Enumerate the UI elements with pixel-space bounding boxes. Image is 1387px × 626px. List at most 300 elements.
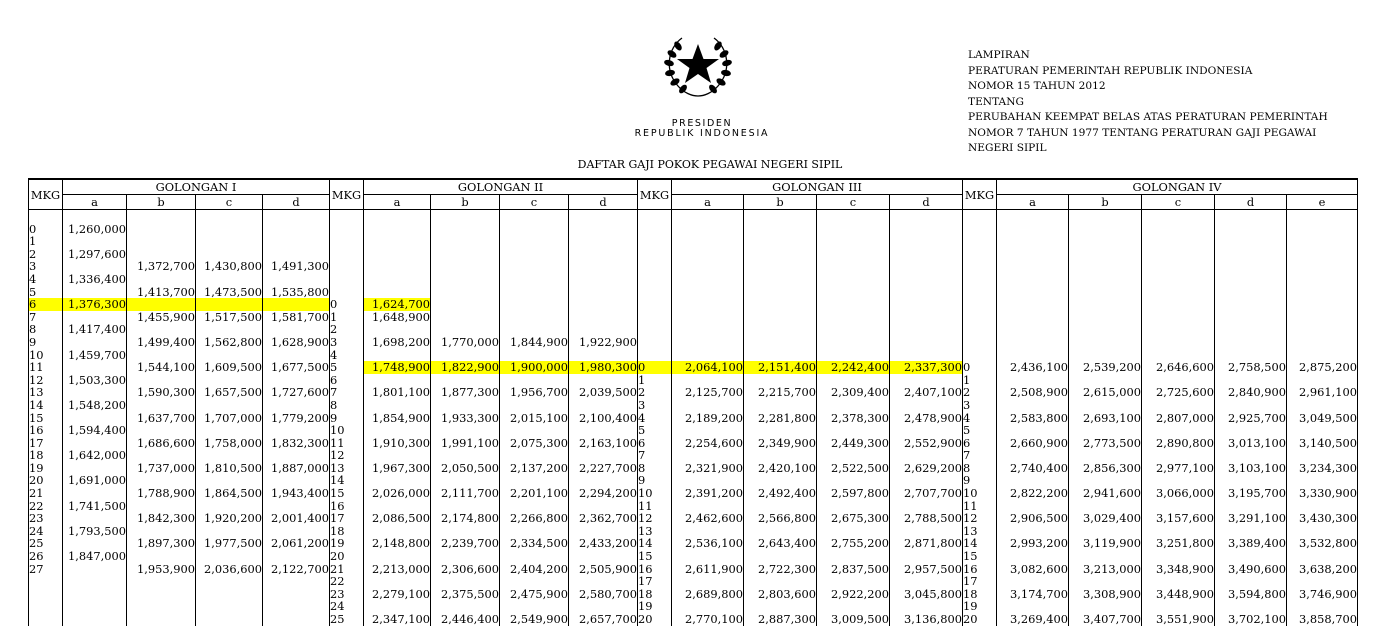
- salary-cell: [1215, 273, 1287, 286]
- mkg-cell: 20: [638, 613, 672, 626]
- salary-cell: [1215, 235, 1287, 248]
- table-row: [29, 336, 1358, 349]
- salary-cell: [1069, 273, 1142, 286]
- salary-cell: 2,725,600: [1142, 386, 1215, 399]
- salary-cell: [744, 223, 817, 236]
- table-row: [29, 575, 1358, 588]
- salary-cell: [1287, 235, 1358, 248]
- mkg-cell: 26: [29, 550, 63, 563]
- mkg-cell: [330, 235, 364, 248]
- mkg-cell: 14: [963, 537, 997, 550]
- salary-cell: [263, 600, 330, 613]
- table-row: [29, 412, 1358, 425]
- salary-cell: [744, 260, 817, 273]
- salary-cell: [817, 323, 890, 336]
- mkg-cell: [963, 248, 997, 261]
- salary-cell: [1215, 449, 1287, 462]
- salary-cell: 2,977,100: [1142, 462, 1215, 475]
- salary-cell: 2,111,700: [431, 487, 500, 500]
- salary-cell: [500, 424, 569, 437]
- salary-cell: [672, 298, 744, 311]
- salary-cell: 3,103,100: [1215, 462, 1287, 475]
- subgroup-header: c: [1142, 195, 1215, 210]
- salary-cell: 1,967,300: [364, 462, 431, 475]
- salary-cell: [1069, 260, 1142, 273]
- salary-cell: 1,991,100: [431, 437, 500, 450]
- salary-cell: 2,961,100: [1287, 386, 1358, 399]
- salary-cell: [1215, 399, 1287, 412]
- salary-cell: [1287, 550, 1358, 563]
- table-row: [29, 537, 1358, 550]
- salary-cell: [127, 273, 196, 286]
- mkg-cell: 11: [29, 361, 63, 374]
- salary-cell: 2,309,400: [817, 386, 890, 399]
- salary-cell: [1069, 336, 1142, 349]
- salary-cell: [1287, 449, 1358, 462]
- salary-cell: 1,822,900: [431, 361, 500, 374]
- subgroup-header: d: [890, 195, 963, 210]
- lampiran-line: NEGERI SIPIL: [968, 142, 1047, 154]
- mkg-cell: 17: [963, 575, 997, 588]
- salary-cell: [127, 399, 196, 412]
- mkg-cell: 3: [330, 336, 364, 349]
- mkg-cell: 18: [330, 525, 364, 538]
- salary-cell: 2,675,300: [817, 512, 890, 525]
- salary-cell: [127, 223, 196, 236]
- salary-cell: [997, 336, 1069, 349]
- salary-cell: [431, 399, 500, 412]
- mkg-header: MKG: [29, 179, 63, 210]
- salary-cell: [569, 273, 638, 286]
- salary-cell: 1,499,400: [127, 336, 196, 349]
- salary-cell: [364, 235, 431, 248]
- salary-cell: [500, 399, 569, 412]
- salary-cell: [890, 323, 963, 336]
- salary-cell: [890, 550, 963, 563]
- mkg-cell: 10: [638, 487, 672, 500]
- mkg-cell: 13: [29, 386, 63, 399]
- spacer-cell: [1215, 210, 1287, 223]
- mkg-cell: 15: [29, 412, 63, 425]
- salary-cell: 2,803,600: [744, 588, 817, 601]
- salary-cell: [1069, 399, 1142, 412]
- salary-cell: [890, 260, 963, 273]
- mkg-cell: [638, 286, 672, 299]
- salary-cell: [1142, 273, 1215, 286]
- table-row: [29, 399, 1358, 412]
- mkg-cell: 10: [29, 349, 63, 362]
- salary-cell: [1215, 248, 1287, 261]
- mkg-cell: 0: [638, 361, 672, 374]
- table-row: [29, 437, 1358, 450]
- salary-cell: 2,420,100: [744, 462, 817, 475]
- salary-cell: 2,693,100: [1069, 412, 1142, 425]
- mkg-cell: 2: [29, 248, 63, 261]
- salary-cell: 1,413,700: [127, 286, 196, 299]
- salary-cell: [817, 550, 890, 563]
- salary-cell: [997, 260, 1069, 273]
- salary-cell: 2,993,200: [997, 537, 1069, 550]
- salary-cell: 1,980,300: [569, 361, 638, 374]
- mkg-cell: 18: [29, 449, 63, 462]
- salary-cell: [672, 273, 744, 286]
- salary-cell: 1,842,300: [127, 512, 196, 525]
- salary-cell: [890, 235, 963, 248]
- salary-cell: [1287, 323, 1358, 336]
- salary-cell: 2,227,700: [569, 462, 638, 475]
- salary-cell: [997, 424, 1069, 437]
- salary-cell: [364, 575, 431, 588]
- salary-cell: [364, 248, 431, 261]
- salary-cell: 2,740,400: [997, 462, 1069, 475]
- mkg-cell: 17: [29, 437, 63, 450]
- salary-cell: 1,864,500: [196, 487, 263, 500]
- mkg-cell: 8: [638, 462, 672, 475]
- salary-cell: [1287, 311, 1358, 324]
- salary-cell: 2,050,500: [431, 462, 500, 475]
- salary-cell: 2,446,400: [431, 613, 500, 626]
- golongan-header: GOLONGAN III: [672, 179, 963, 195]
- salary-cell: [1142, 311, 1215, 324]
- salary-cell: [569, 286, 638, 299]
- mkg-cell: 22: [330, 575, 364, 588]
- mkg-cell: 15: [963, 550, 997, 563]
- spacer-cell: [263, 210, 330, 223]
- salary-cell: 3,174,700: [997, 588, 1069, 601]
- salary-cell: 2,549,900: [500, 613, 569, 626]
- mkg-cell: 8: [330, 399, 364, 412]
- mkg-cell: 23: [29, 512, 63, 525]
- salary-cell: [196, 273, 263, 286]
- mkg-cell: 11: [638, 500, 672, 513]
- subgroup-header: a: [63, 195, 127, 210]
- salary-cell: 1,372,700: [127, 260, 196, 273]
- table-row: [29, 311, 1358, 324]
- salary-cell: [431, 575, 500, 588]
- salary-cell: 1,590,300: [127, 386, 196, 399]
- mkg-cell: 8: [963, 462, 997, 475]
- salary-cell: 1,430,800: [196, 260, 263, 273]
- table-row: [29, 462, 1358, 475]
- salary-cell: [263, 235, 330, 248]
- salary-cell: [500, 223, 569, 236]
- salary-cell: 1,877,300: [431, 386, 500, 399]
- salary-cell: 3,551,900: [1142, 613, 1215, 626]
- mkg-cell: [29, 613, 63, 626]
- salary-cell: [63, 575, 127, 588]
- salary-cell: 3,234,300: [1287, 462, 1358, 475]
- mkg-cell: [638, 298, 672, 311]
- mkg-cell: [330, 273, 364, 286]
- salary-cell: 2,174,800: [431, 512, 500, 525]
- salary-cell: 3,029,400: [1069, 512, 1142, 525]
- spacer-cell: [1287, 210, 1358, 223]
- salary-cell: 3,594,800: [1215, 588, 1287, 601]
- salary-cell: [196, 600, 263, 613]
- salary-cell: [744, 248, 817, 261]
- salary-cell: 1,677,500: [263, 361, 330, 374]
- salary-cell: 1,956,700: [500, 386, 569, 399]
- lampiran-line: LAMPIRAN: [968, 49, 1030, 61]
- salary-cell: [997, 235, 1069, 248]
- lampiran-line: NOMOR 7 TAHUN 1977 TENTANG PERATURAN GAJI PEGAWAI: [968, 126, 1317, 139]
- salary-cell: 1,758,000: [196, 437, 263, 450]
- table-row: [29, 424, 1358, 437]
- salary-cell: [364, 273, 431, 286]
- salary-cell: [500, 286, 569, 299]
- mkg-cell: [963, 273, 997, 286]
- mkg-cell: 0: [330, 298, 364, 311]
- mkg-cell: 3: [29, 260, 63, 273]
- mkg-cell: 9: [330, 412, 364, 425]
- mkg-cell: 5: [963, 424, 997, 437]
- salary-cell: [1215, 323, 1287, 336]
- mkg-cell: [638, 273, 672, 286]
- salary-cell: [263, 588, 330, 601]
- salary-cell: 2,039,500: [569, 386, 638, 399]
- mkg-header: MKG: [963, 179, 997, 210]
- mkg-header: MKG: [638, 179, 672, 210]
- salary-cell: 1,691,000: [63, 474, 127, 487]
- salary-cell: [1287, 298, 1358, 311]
- golongan-header: GOLONGAN IV: [997, 179, 1358, 195]
- document-title: DAFTAR GAJI POKOK PEGAWAI NEGERI SIPIL: [577, 158, 843, 171]
- mkg-cell: 6: [963, 437, 997, 450]
- salary-cell: [569, 223, 638, 236]
- salary-cell: 2,689,800: [672, 588, 744, 601]
- spacer-cell: [29, 210, 63, 223]
- salary-cell: [997, 550, 1069, 563]
- salary-cell: 1,801,100: [364, 386, 431, 399]
- salary-cell: [672, 449, 744, 462]
- salary-cell: [817, 336, 890, 349]
- salary-cell: 3,119,900: [1069, 537, 1142, 550]
- salary-cell: [196, 424, 263, 437]
- mkg-cell: 19: [963, 600, 997, 613]
- salary-cell: 2,036,600: [196, 563, 263, 576]
- salary-cell: 1,628,900: [263, 336, 330, 349]
- salary-cell: 3,746,900: [1287, 588, 1358, 601]
- mkg-cell: 8: [29, 323, 63, 336]
- salary-cell: 1,624,700: [364, 298, 431, 311]
- table-row: [29, 273, 1358, 286]
- salary-cell: 2,580,700: [569, 588, 638, 601]
- mkg-cell: 11: [963, 500, 997, 513]
- salary-cell: 2,552,900: [890, 437, 963, 450]
- salary-cell: [500, 449, 569, 462]
- salary-cell: [890, 575, 963, 588]
- salary-cell: 2,001,400: [263, 512, 330, 525]
- salary-cell: [1142, 323, 1215, 336]
- salary-cell: 2,722,300: [744, 563, 817, 576]
- salary-cell: [744, 449, 817, 462]
- salary-cell: 3,049,500: [1287, 412, 1358, 425]
- subgroup-header: b: [431, 195, 500, 210]
- salary-cell: [1287, 424, 1358, 437]
- mkg-cell: 18: [963, 588, 997, 601]
- salary-cell: 2,100,400: [569, 412, 638, 425]
- mkg-cell: 15: [638, 550, 672, 563]
- salary-cell: [997, 273, 1069, 286]
- salary-cell: 2,321,900: [672, 462, 744, 475]
- mkg-cell: 16: [330, 500, 364, 513]
- salary-cell: [263, 273, 330, 286]
- salary-cell: 3,291,100: [1215, 512, 1287, 525]
- salary-cell: 2,536,100: [672, 537, 744, 550]
- salary-cell: 2,215,700: [744, 386, 817, 399]
- salary-cell: 1,707,000: [196, 412, 263, 425]
- salary-cell: 1,897,300: [127, 537, 196, 550]
- salary-cell: 2,788,500: [890, 512, 963, 525]
- salary-cell: 1,933,300: [431, 412, 500, 425]
- salary-cell: 3,013,100: [1215, 437, 1287, 450]
- salary-cell: 2,449,300: [817, 437, 890, 450]
- salary-cell: [63, 487, 127, 500]
- mkg-cell: 16: [963, 563, 997, 576]
- mkg-cell: 6: [29, 298, 63, 311]
- table-row: [29, 361, 1358, 374]
- salary-cell: 2,281,800: [744, 412, 817, 425]
- salary-cell: [263, 223, 330, 236]
- salary-cell: [817, 235, 890, 248]
- lampiran-line: TENTANG: [968, 95, 1024, 108]
- salary-cell: 2,061,200: [263, 537, 330, 550]
- salary-cell: [1142, 286, 1215, 299]
- salary-cell: [127, 613, 196, 626]
- salary-cell: [63, 600, 127, 613]
- salary-cell: [1069, 449, 1142, 462]
- salary-cell: [127, 575, 196, 588]
- salary-cell: 1,562,800: [196, 336, 263, 349]
- salary-cell: [890, 298, 963, 311]
- salary-cell: [196, 550, 263, 563]
- salary-cell: [997, 323, 1069, 336]
- salary-cell: 2,407,100: [890, 386, 963, 399]
- mkg-cell: 25: [330, 613, 364, 626]
- salary-cell: [817, 311, 890, 324]
- salary-cell: [997, 223, 1069, 236]
- salary-cell: 3,430,300: [1287, 512, 1358, 525]
- mkg-cell: 10: [963, 487, 997, 500]
- salary-cell: 1,793,500: [63, 525, 127, 538]
- salary-cell: 1,417,400: [63, 323, 127, 336]
- mkg-cell: 9: [963, 474, 997, 487]
- salary-cell: 1,609,500: [196, 361, 263, 374]
- table-row: [29, 260, 1358, 273]
- mkg-cell: 13: [638, 525, 672, 538]
- spacer-cell: [744, 210, 817, 223]
- salary-cell: [1069, 550, 1142, 563]
- spacer-cell: [672, 210, 744, 223]
- salary-cell: 2,615,000: [1069, 386, 1142, 399]
- mkg-cell: 14: [29, 399, 63, 412]
- salary-cell: [263, 399, 330, 412]
- subgroup-header: c: [817, 195, 890, 210]
- salary-table-body: [29, 210, 1358, 626]
- salary-cell: 3,389,400: [1215, 537, 1287, 550]
- salary-cell: [744, 298, 817, 311]
- salary-cell: [1069, 286, 1142, 299]
- salary-cell: 1,544,100: [127, 361, 196, 374]
- salary-cell: 2,922,200: [817, 588, 890, 601]
- salary-cell: [364, 399, 431, 412]
- salary-cell: [1142, 235, 1215, 248]
- mkg-cell: 5: [29, 286, 63, 299]
- salary-cell: 2,925,700: [1215, 412, 1287, 425]
- salary-cell: [500, 235, 569, 248]
- salary-cell: [127, 298, 196, 311]
- salary-cell: [744, 311, 817, 324]
- salary-cell: 3,448,900: [1142, 588, 1215, 601]
- salary-cell: 2,475,900: [500, 588, 569, 601]
- mkg-cell: 1: [330, 311, 364, 324]
- salary-cell: 2,026,000: [364, 487, 431, 500]
- salary-cell: [817, 248, 890, 261]
- table-row: [29, 235, 1358, 248]
- mkg-cell: 7: [963, 449, 997, 462]
- salary-cell: [1142, 248, 1215, 261]
- salary-cell: [1215, 336, 1287, 349]
- salary-cell: [672, 550, 744, 563]
- mkg-cell: 21: [330, 563, 364, 576]
- spacer-cell: [890, 210, 963, 223]
- mkg-cell: 23: [330, 588, 364, 601]
- salary-cell: 2,906,500: [997, 512, 1069, 525]
- mkg-cell: 12: [638, 512, 672, 525]
- mkg-cell: 20: [330, 550, 364, 563]
- spacer-cell: [500, 210, 569, 223]
- salary-cell: 2,941,600: [1069, 487, 1142, 500]
- salary-cell: [744, 575, 817, 588]
- salary-cell: 1,943,400: [263, 487, 330, 500]
- salary-cell: [196, 613, 263, 626]
- salary-cell: 2,015,100: [500, 412, 569, 425]
- salary-cell: 2,707,700: [890, 487, 963, 500]
- salary-cell: 1,844,900: [500, 336, 569, 349]
- salary-cell: [744, 399, 817, 412]
- mkg-cell: 1: [638, 374, 672, 387]
- salary-cell: [1069, 424, 1142, 437]
- salary-cell: 3,082,600: [997, 563, 1069, 576]
- salary-cell: [263, 424, 330, 437]
- salary-cell: [364, 449, 431, 462]
- salary-cell: 3,532,800: [1287, 537, 1358, 550]
- salary-cell: 3,330,900: [1287, 487, 1358, 500]
- salary-cell: 2,254,600: [672, 437, 744, 450]
- salary-cell: [431, 223, 500, 236]
- salary-table: [28, 178, 1358, 626]
- spacer-row: [29, 210, 1358, 223]
- salary-cell: 2,822,200: [997, 487, 1069, 500]
- salary-cell: [1215, 298, 1287, 311]
- salary-cell: [890, 399, 963, 412]
- mkg-cell: 5: [638, 424, 672, 437]
- salary-cell: [500, 311, 569, 324]
- salary-cell: [1215, 260, 1287, 273]
- mkg-cell: [963, 235, 997, 248]
- salary-cell: [744, 336, 817, 349]
- salary-cell: [744, 550, 817, 563]
- salary-cell: [1215, 286, 1287, 299]
- lampiran-line: PERATURAN PEMERINTAH REPUBLIK INDONESIA: [968, 64, 1253, 77]
- salary-cell: 2,840,900: [1215, 386, 1287, 399]
- mkg-cell: 4: [29, 273, 63, 286]
- salary-cell: 2,375,500: [431, 588, 500, 601]
- salary-cell: [263, 298, 330, 311]
- salary-cell: [364, 260, 431, 273]
- salary-cell: 1,548,200: [63, 399, 127, 412]
- salary-cell: 2,837,500: [817, 563, 890, 576]
